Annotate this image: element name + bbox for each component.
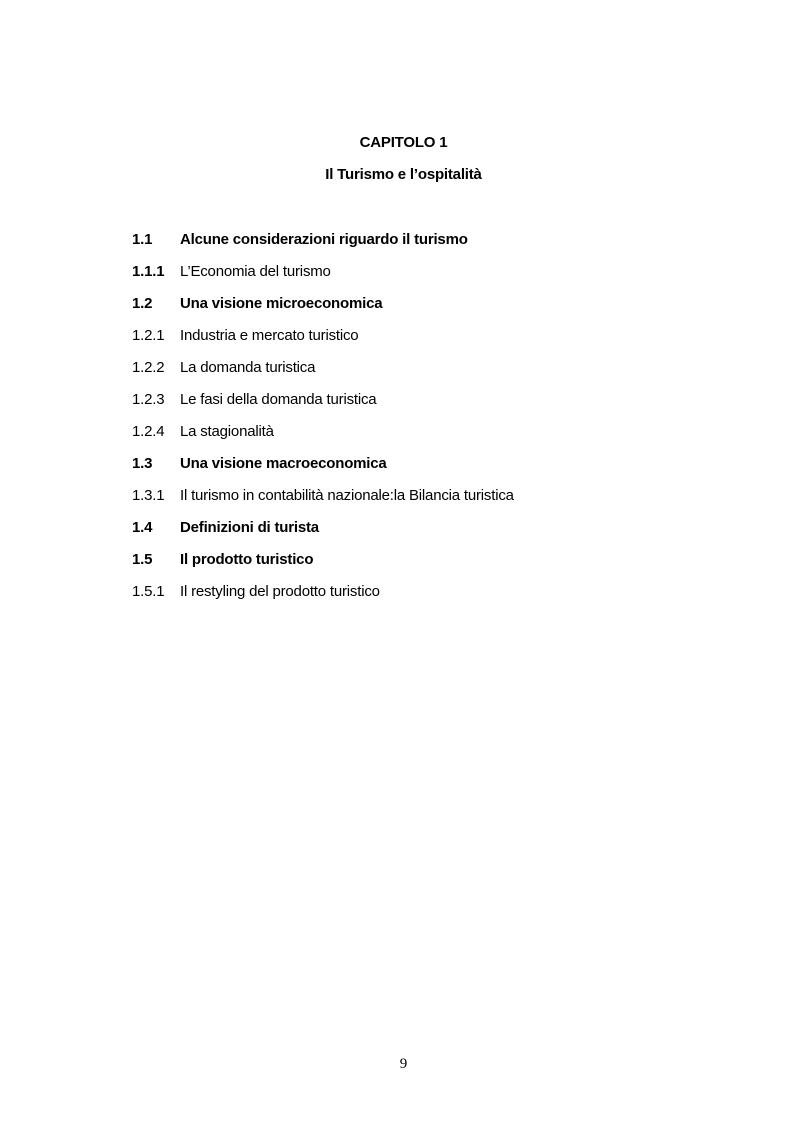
toc-entry-1-1: [132, 229, 692, 261]
toc-entry-1-3-1: [132, 485, 692, 517]
toc-entry-title: Il prodotto turistico: [180, 551, 314, 568]
toc-entry-1-1-1: [132, 261, 692, 293]
toc-entry-number: 1.2.1: [132, 327, 165, 344]
page-number: 9: [399, 1056, 408, 1072]
toc-entry-1-5: [132, 549, 692, 581]
chapter-label: CAPITOLO 1: [359, 134, 448, 151]
toc-entry-1-2: [132, 293, 692, 325]
toc-entry-number: 1.1: [132, 231, 153, 248]
toc-entry-1-4: [132, 517, 692, 549]
toc-entry-number: 1.2: [132, 295, 153, 312]
toc-entry-title: Una visione macroeconomica: [180, 455, 387, 472]
toc-entry-title: Il restyling del prodotto turistico: [180, 583, 380, 600]
toc-entry-number: 1.2.3: [132, 391, 165, 408]
table-of-contents: [132, 229, 692, 613]
toc-entry-title: Il turismo in contabilità nazionale:la Bilancia turistica: [180, 487, 514, 504]
toc-entry-1-2-2: [132, 357, 692, 389]
toc-entry-number: 1.3.1: [132, 487, 165, 504]
toc-entry-number: 1.4: [132, 519, 153, 536]
toc-entry-1-2-4: [132, 421, 692, 453]
toc-entry-1-2-3: [132, 389, 692, 421]
toc-entry-number: 1.2.2: [132, 359, 165, 376]
toc-entry-1-2-1: [132, 325, 692, 357]
toc-entry-number: 1.3: [132, 455, 153, 472]
toc-entry-title: Le fasi della domanda turistica: [180, 391, 377, 408]
toc-entry-title: Alcune considerazioni riguardo il turismo: [180, 231, 468, 248]
toc-entry-1-5-1: [132, 581, 692, 613]
toc-entry-number: 1.5: [132, 551, 153, 568]
toc-entry-number: 1.2.4: [132, 423, 165, 440]
chapter-title: Il Turismo e l’ospitalità: [325, 166, 482, 183]
toc-entry-title: Definizioni di turista: [180, 519, 319, 536]
toc-entry-title: Industria e mercato turistico: [180, 327, 359, 344]
toc-entry-number: 1.5.1: [132, 583, 165, 600]
toc-entry-number: 1.1.1: [132, 263, 165, 280]
toc-entry-title: La stagionalità: [180, 423, 274, 440]
toc-entry-title: Una visione microeconomica: [180, 295, 383, 312]
toc-entry-title: La domanda turistica: [180, 359, 316, 376]
toc-entry-1-3: [132, 453, 692, 485]
toc-entry-title: L’Economia del turismo: [180, 263, 331, 280]
